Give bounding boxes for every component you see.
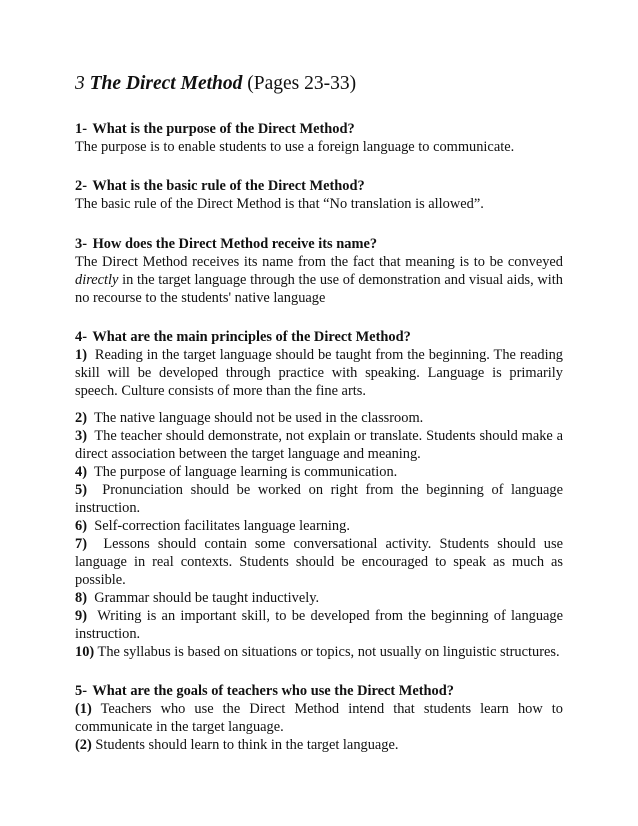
question-number: 4-: [75, 329, 87, 345]
question-section-4: [75, 328, 563, 661]
document-title: [75, 72, 563, 96]
question-number: 2-: [75, 178, 87, 194]
goal-item: [75, 700, 563, 736]
principle-item: [75, 409, 563, 427]
principle-text: The native language should not be used in the classroom.: [93, 410, 424, 426]
principle-number: 10): [75, 644, 95, 660]
principle-item: [75, 481, 563, 517]
question-section-2: [75, 177, 563, 213]
principle-number: 7): [75, 536, 87, 552]
answer-text: The purpose is to enable students to use a foreign language to communicate.: [75, 139, 515, 155]
question-number: 5-: [75, 683, 87, 699]
question-text: What are the main principles of the Direct Method?: [92, 329, 411, 345]
answer-text: The basic rule of the Direct Method is that “No translation is allowed”.: [75, 196, 484, 212]
question-heading: [75, 328, 563, 346]
principle-text: Grammar should be taught inductively.: [94, 590, 320, 606]
principle-item: [75, 517, 563, 535]
principle-text: The syllabus is based on situations or topics, not usually on linguistic structures.: [97, 644, 560, 660]
principle-number: 2): [75, 410, 87, 426]
principle-number: 8): [75, 590, 87, 606]
question-heading: [75, 235, 563, 253]
goal-text: Teachers who use the Direct Method intend that students learn how to communicate in the target language.: [75, 701, 563, 735]
question-text: What is the basic rule of the Direct Method?: [92, 178, 365, 194]
question-section-5: [75, 682, 563, 754]
question-section-3: [75, 235, 563, 307]
question-heading: [75, 177, 563, 195]
principle-text: Writing is an important skill, to be developed from the beginning of language instruction.: [75, 608, 563, 642]
answer-part-1: The Direct Method receives its name from the fact that meaning is to be conveyed: [75, 254, 563, 270]
question-text: How does the Direct Method receive its name?: [92, 236, 378, 252]
goal-number: (1): [75, 701, 92, 717]
goal-item: [75, 736, 563, 754]
principle-text: Pronunciation should be worked on right from the beginning of language instruction.: [75, 482, 563, 516]
principle-item: [75, 427, 563, 463]
title-number: 3: [75, 73, 90, 94]
principle-text: Lessons should contain some conversational activity. Students should use language in real contexts. Students should be encouraged to speak as much as possible.: [75, 536, 563, 588]
document-page: [75, 72, 563, 754]
title-name: The Direct Method: [89, 73, 243, 94]
principle-item: [75, 535, 563, 589]
question-heading: [75, 682, 563, 700]
answer-part-2: in the target language through the use of demonstration and visual aids, with no recourse to the students' native language: [75, 272, 563, 306]
goal-text: Students should learn to think in the target language.: [95, 737, 399, 753]
principle-number: 5): [75, 482, 87, 498]
answer-italic: directly: [75, 272, 119, 288]
principle-number: 3): [75, 428, 87, 444]
principle-number: 6): [75, 518, 87, 534]
principle-item: [75, 643, 563, 661]
principle-item: [75, 346, 563, 400]
principle-item: [75, 589, 563, 607]
question-heading: [75, 120, 563, 138]
question-number: 1-: [75, 121, 87, 137]
principle-item: [75, 463, 563, 481]
principle-number: 1): [75, 347, 87, 363]
title-pages: (Pages 23-33): [242, 73, 357, 94]
question-text: What are the goals of teachers who use the Direct Method?: [92, 683, 454, 699]
principle-text: The purpose of language learning is communication.: [93, 464, 398, 480]
question-text: What is the purpose of the Direct Method?: [92, 121, 355, 137]
question-section-1: [75, 120, 563, 156]
principle-number: 4): [75, 464, 87, 480]
principle-text: The teacher should demonstrate, not explain or translate. Students should make a direct association between the target language and meaning.: [75, 428, 564, 462]
principle-text: Self-correction facilitates language learning.: [94, 518, 350, 534]
principle-text: Reading in the target language should be taught from the beginning. The reading skill will be developed through practice with speaking. Language is primarily speech. Culture consists of more than the fine arts.: [75, 347, 564, 399]
answer-text: [75, 253, 563, 307]
principle-number: 9): [75, 608, 87, 624]
goal-number: (2): [75, 737, 92, 753]
principle-item: [75, 607, 563, 643]
question-number: 3-: [75, 236, 87, 252]
